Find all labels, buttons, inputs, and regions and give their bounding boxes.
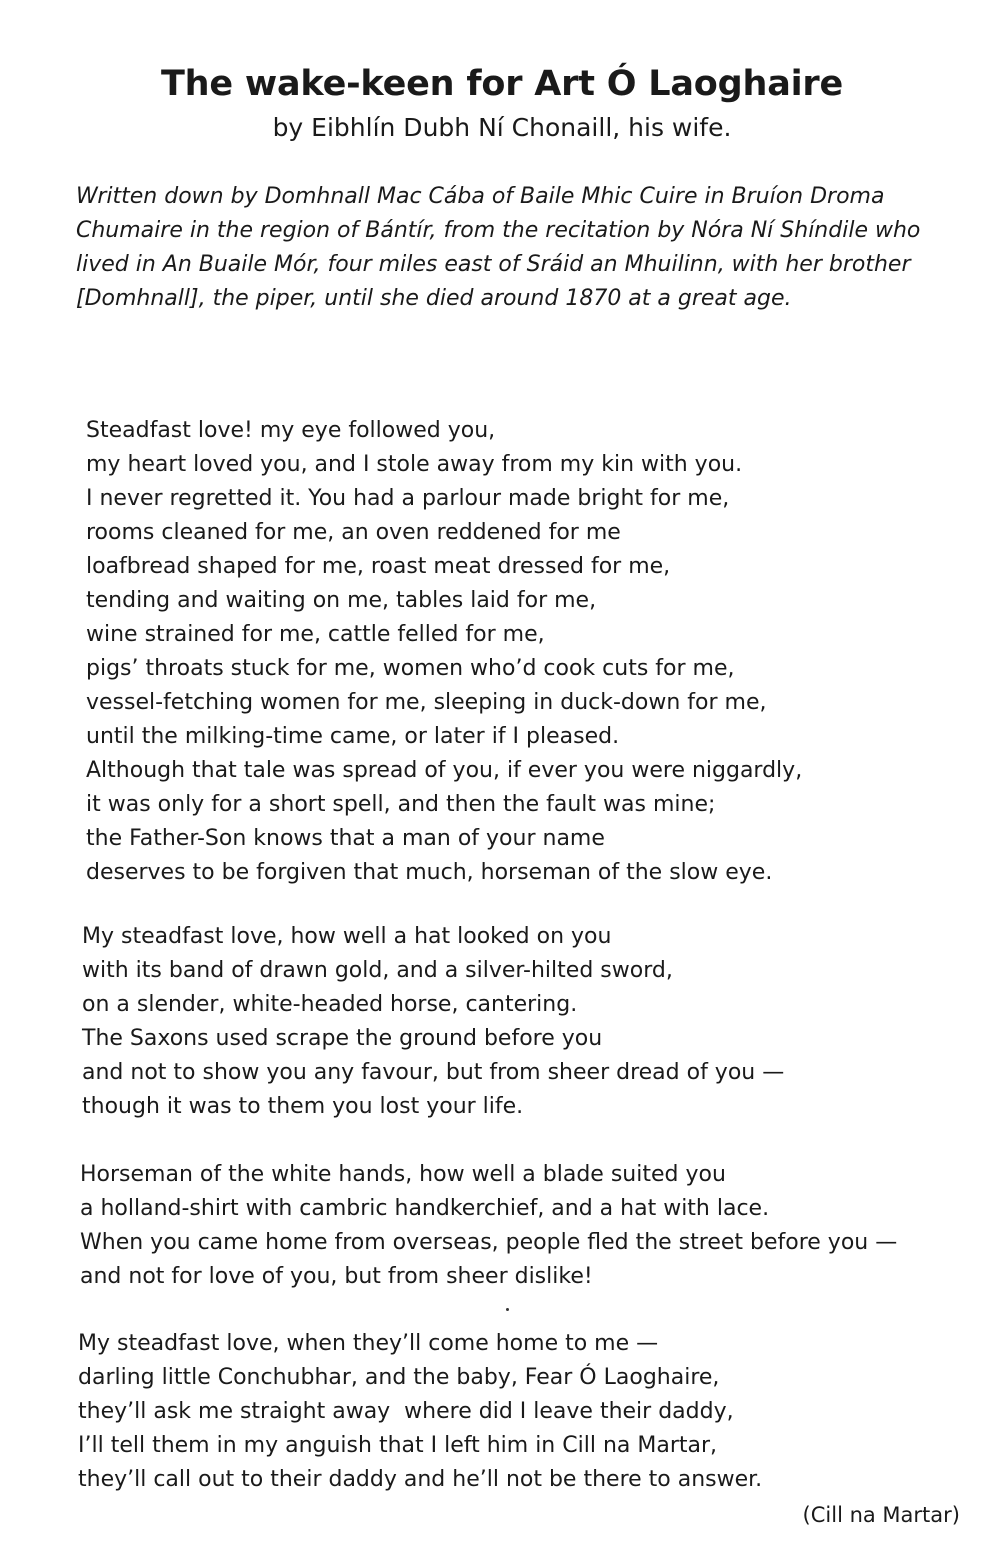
stanza-line: My steadfast love, when they’ll come home to me — (78, 1331, 659, 1356)
stanza-4 (78, 1327, 762, 1497)
stanza-line: Although that tale was spread of you, if ever you were niggardly, (86, 758, 803, 783)
stanza-3 (80, 1158, 897, 1294)
stanza-line: loafbread shaped for me, roast meat dressed for me, (86, 554, 671, 579)
stanza-line: My steadfast love, how well a hat looked on you (82, 924, 612, 949)
stanza-line: it was only for a short spell, and then the fault was mine; (86, 792, 716, 817)
stanza-line: until the milking-time came, or later if I pleased. (86, 724, 620, 749)
stanza-line: on a slender, white-headed horse, cantering. (82, 992, 578, 1017)
stanza-line: tending and waiting on me, tables laid for me, (86, 588, 597, 613)
stanza-line: darling little Conchubhar, and the baby, Fear Ó Laoghaire, (78, 1365, 720, 1390)
poem-byline: by Eibhlín Dubh Ní Chonaill, his wife. (272, 113, 732, 142)
stanza-line: pigs’ throats stuck for me, women who’d cook cuts for me, (86, 656, 735, 681)
print-speck (506, 1308, 509, 1311)
stanza-line: I’ll tell them in my anguish that I left him in Cill na Martar, (78, 1433, 718, 1458)
stanza-line: Horseman of the white hands, how well a blade suited you (80, 1162, 726, 1187)
stanza-line: vessel-fetching women for me, sleeping in duck-down for me, (86, 690, 767, 715)
stanza-line: When you came home from overseas, people fled the street before you — (80, 1230, 898, 1255)
stanza-line: Steadfast love! my eye followed you, (86, 418, 496, 443)
stanza-line: my heart loved you, and I stole away from my kin with you. (86, 452, 743, 477)
stanza-2 (82, 920, 784, 1124)
stanza-line: I never regretted it. You had a parlour made bright for me, (86, 486, 730, 511)
stanza-line: The Saxons used scrape the ground before you (82, 1026, 603, 1051)
intro-note: Written down by Domhnall Mac Cába of Baile Mhic Cuire in Bruíon Droma Chumaire in the region of Bántír, from the recitation by Nóra Ní Shíndile who lived in An Buaile Mór, four miles east of Sráid an Mhuilinn, with her brother [Domhnall], the piper, until she died around 1870 at a great age. (76, 184, 921, 311)
stanza-line: and not for love of you, but from sheer dislike! (80, 1264, 593, 1289)
stanza-line: they’ll ask me straight away where did I leave their daddy, (78, 1399, 734, 1424)
stanza-line: wine strained for me, cattle felled for me, (86, 622, 545, 647)
poem-title: The wake-keen for Art Ó Laoghaire (160, 64, 844, 104)
place-note: (Cill na Martar) (802, 1503, 960, 1527)
stanza-line: they’ll call out to their daddy and he’ll not be there to answer. (78, 1467, 763, 1492)
stanza-line: and not to show you any favour, but from sheer dread of you — (82, 1060, 785, 1085)
stanza-line: rooms cleaned for me, an oven reddened for me (86, 520, 621, 545)
stanza-line: the Father-Son knows that a man of your name (86, 826, 605, 851)
stanza-line: deserves to be forgiven that much, horseman of the slow eye. (86, 860, 773, 885)
stanza-line: a holland-shirt with cambric handkerchief, and a hat with lace. (80, 1196, 770, 1221)
stanza-line: though it was to them you lost your life. (82, 1094, 524, 1119)
stanza-line: with its band of drawn gold, and a silver-hilted sword, (82, 958, 673, 983)
stanza-1 (86, 414, 802, 890)
